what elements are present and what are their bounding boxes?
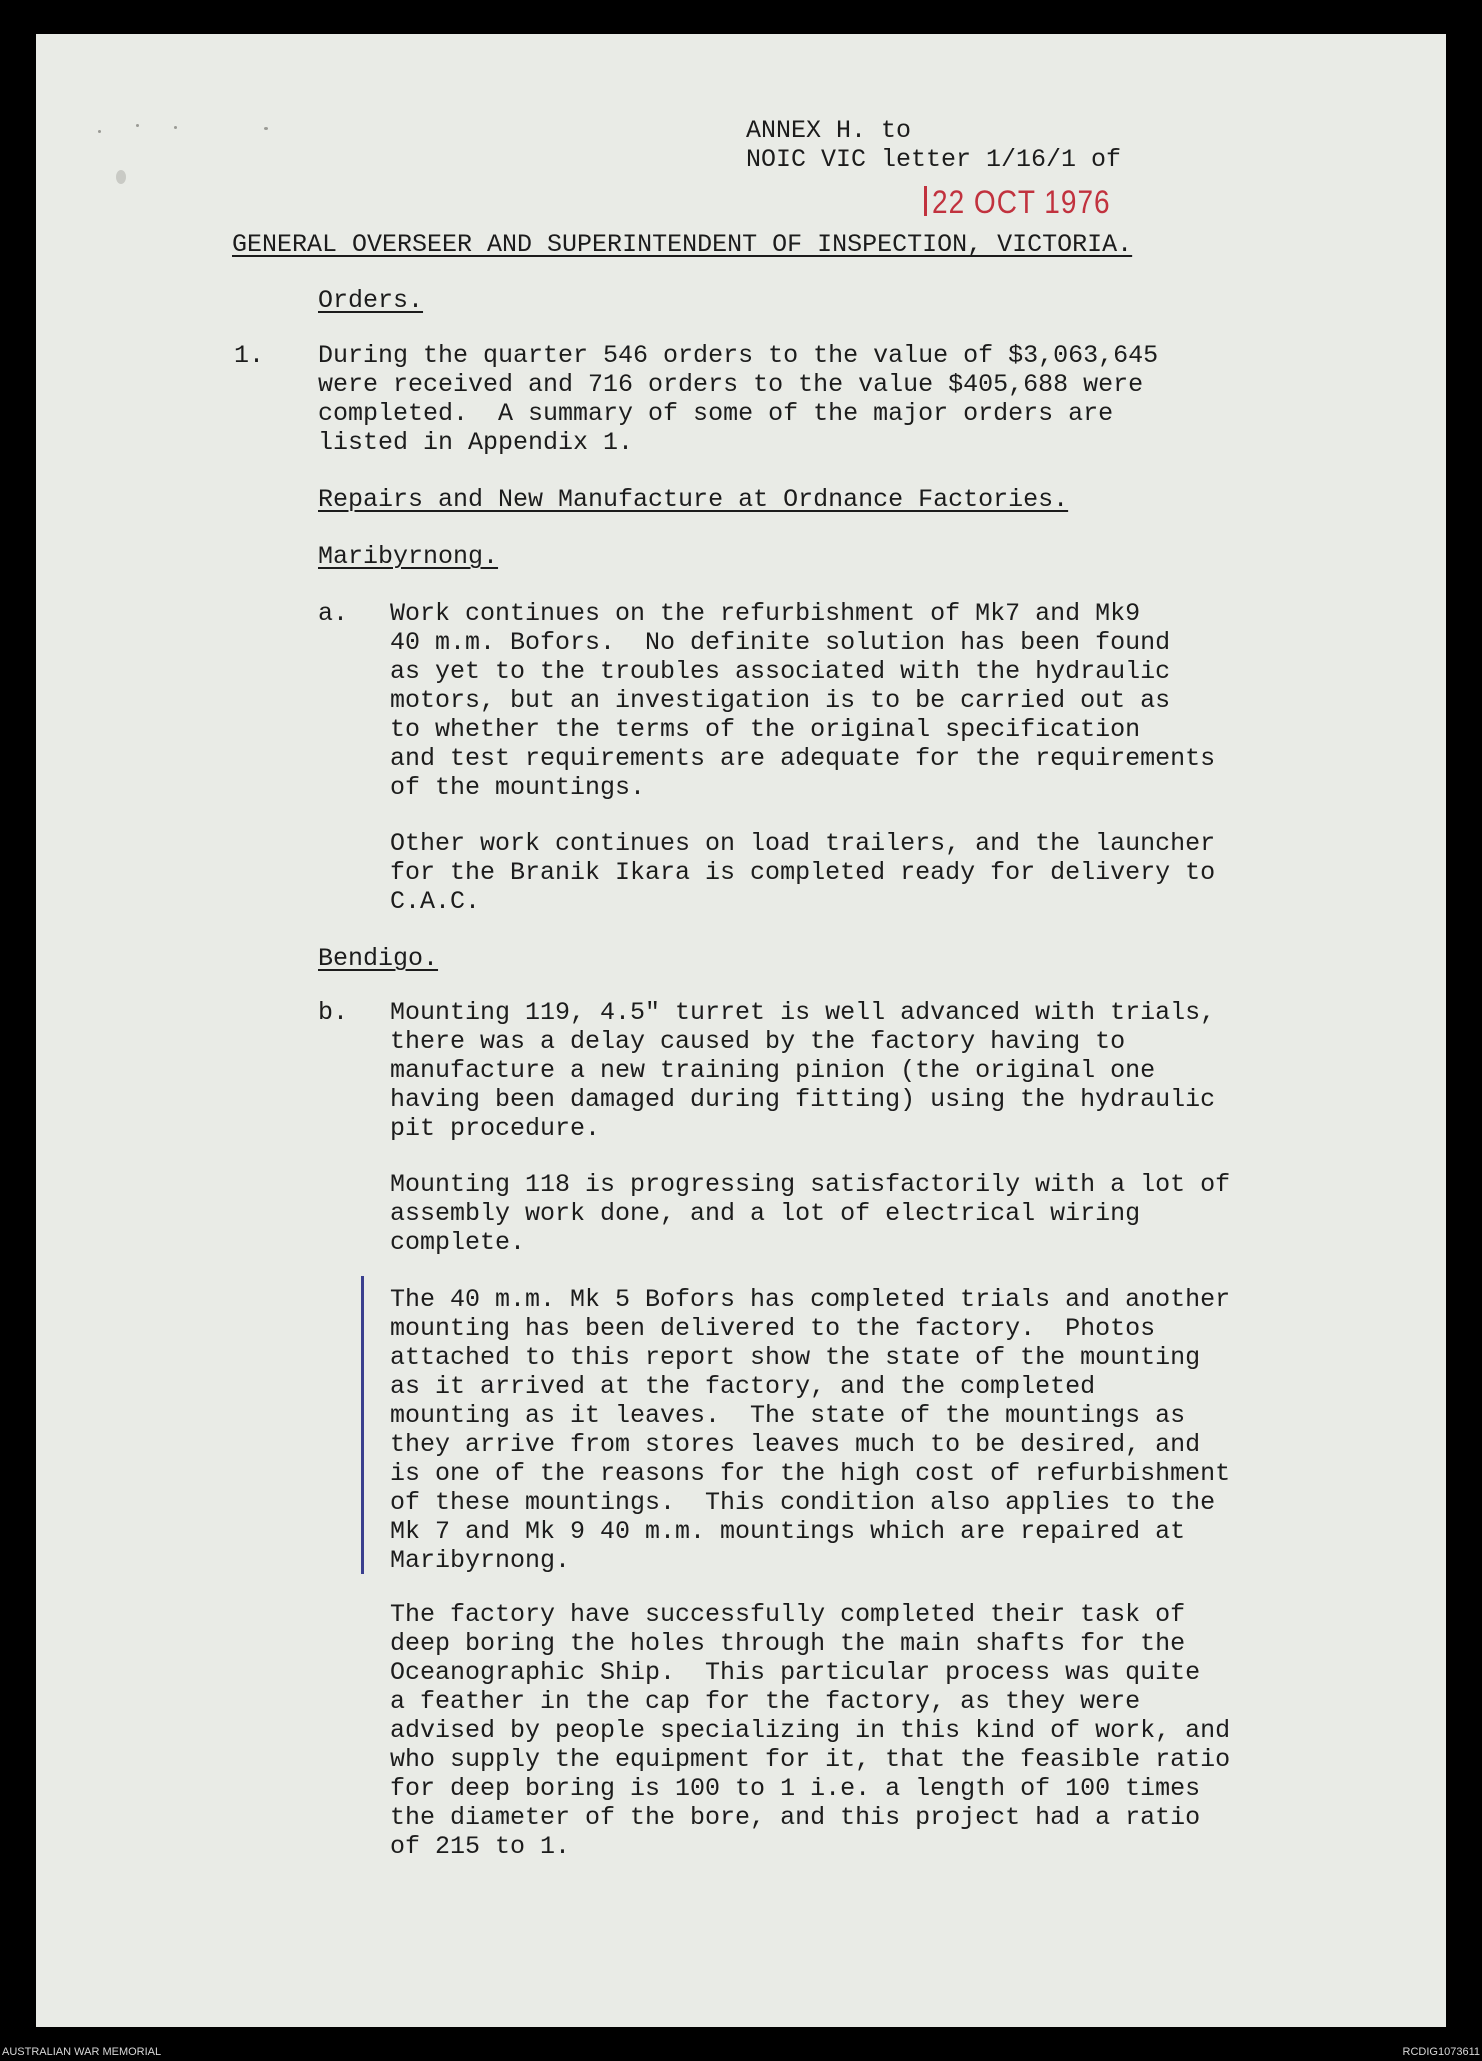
text-line: a feather in the cap for the factory, as they were xyxy=(390,1687,1141,1716)
text-line: to whether the terms of the original specification xyxy=(390,715,1141,744)
text-line: who supply the equipment for it, that the feasible ratio xyxy=(390,1745,1231,1774)
orders-heading: Orders. xyxy=(318,286,424,315)
text-line: as yet to the troubles associated with the hydraulic xyxy=(390,657,1171,686)
annex-reference-line1: ANNEX H. to xyxy=(746,116,912,145)
text-line: motors, but an investigation is to be carried out as xyxy=(390,686,1171,715)
text-line: deep boring the holes through the main shafts for the xyxy=(390,1629,1186,1658)
text-line: Mounting 118 is progressing satisfactorily with a lot of xyxy=(390,1170,1231,1199)
text-line: for deep boring is 100 to 1 i.e. a length of 100 times xyxy=(390,1774,1201,1803)
text-line: for the Branik Ikara is completed ready for delivery to xyxy=(390,858,1216,887)
paragraph-label-a: a. xyxy=(318,599,349,628)
document-title: GENERAL OVERSEER AND SUPERINTENDENT OF INSPECTION, VICTORIA. xyxy=(232,230,1133,259)
text-line: is one of the reasons for the high cost of refurbishment xyxy=(390,1459,1231,1488)
text-line: they arrive from stores leaves much to be desired, and xyxy=(390,1430,1201,1459)
text-line: having been damaged during fitting) using the hydraulic xyxy=(390,1085,1216,1114)
paper-speck xyxy=(136,124,139,127)
text-line: The factory have successfully completed their task of xyxy=(390,1600,1186,1629)
bendigo-heading: Bendigo. xyxy=(318,944,439,973)
text-line: mounting has been delivered to the factory. Photos xyxy=(390,1314,1156,1343)
text-line: During the quarter 546 orders to the value of $3,063,645 xyxy=(318,341,1159,370)
paragraph-1 xyxy=(318,341,1158,457)
repairs-heading: Repairs and New Manufacture at Ordnance Factories. xyxy=(318,485,1069,514)
date-stamp: 22 OCT 1976 xyxy=(932,184,1111,220)
text-line: Maribyrnong. xyxy=(390,1546,571,1575)
margin-revision-line xyxy=(361,1276,364,1574)
paper-speck xyxy=(98,130,101,133)
text-line: were received and 716 orders to the value $405,688 were xyxy=(318,370,1144,399)
text-line: mounting as it leaves. The state of the mountings as xyxy=(390,1401,1186,1430)
text-line: of these mountings. This condition also applies to the xyxy=(390,1488,1216,1517)
annex-reference-line2: NOIC VIC letter 1/16/1 of xyxy=(746,145,1122,174)
paper-speck xyxy=(174,126,177,129)
text-line: pit procedure. xyxy=(390,1114,601,1143)
paragraph-a xyxy=(390,599,1215,802)
text-line: Mounting 119, 4.5" turret is well advanced with trials, xyxy=(390,998,1216,1027)
text-line: as it arrived at the factory, and the completed xyxy=(390,1372,1096,1401)
maribyrnong-heading: Maribyrnong. xyxy=(318,542,499,571)
footer-credit: AUSTRALIAN WAR MEMORIAL xyxy=(2,2046,162,2058)
paragraph-a-continued xyxy=(390,829,1215,916)
paragraph-deep-boring xyxy=(390,1600,1230,1861)
text-line: C.A.C. xyxy=(390,887,481,916)
text-line: manufacture a new training pinion (the original one xyxy=(390,1056,1156,1085)
text-line: there was a delay caused by the factory having to xyxy=(390,1027,1126,1056)
text-line: complete. xyxy=(390,1228,526,1257)
text-line: Mk 7 and Mk 9 40 m.m. mountings which are repaired at xyxy=(390,1517,1186,1546)
paragraph-b-continued xyxy=(390,1170,1230,1257)
date-stamp-bar xyxy=(924,186,927,216)
paragraph-bofors-mk5 xyxy=(390,1285,1230,1575)
text-line: the diameter of the bore, and this project had a ratio xyxy=(390,1803,1201,1832)
text-line: 40 m.m. Bofors. No definite solution has been found xyxy=(390,628,1171,657)
text-line: Other work continues on load trailers, and the launcher xyxy=(390,829,1216,858)
footer-record-id: RCDIG1073611 xyxy=(1402,2046,1480,2058)
text-line: and test requirements are adequate for the requirements xyxy=(390,744,1216,773)
text-line: Work continues on the refurbishment of Mk7 and Mk9 xyxy=(390,599,1141,628)
text-line: advised by people specializing in this kind of work, and xyxy=(390,1716,1231,1745)
text-line: Oceanographic Ship. This particular process was quite xyxy=(390,1658,1201,1687)
text-line: listed in Appendix 1. xyxy=(318,428,634,457)
paragraph-label-b: b. xyxy=(318,998,349,1027)
text-line: of 215 to 1. xyxy=(390,1832,571,1861)
paragraph-b xyxy=(390,998,1215,1143)
text-line: The 40 m.m. Mk 5 Bofors has completed trials and another xyxy=(390,1285,1231,1314)
text-line: attached to this report show the state of the mounting xyxy=(390,1343,1201,1372)
paper-speck xyxy=(264,127,268,130)
text-line: completed. A summary of some of the major orders are xyxy=(318,399,1114,428)
document-page xyxy=(36,34,1446,2027)
text-line: assembly work done, and a lot of electrical wiring xyxy=(390,1199,1141,1228)
paper-blemish xyxy=(116,170,126,184)
paragraph-number-1: 1. xyxy=(234,341,265,370)
text-line: of the mountings. xyxy=(390,773,646,802)
